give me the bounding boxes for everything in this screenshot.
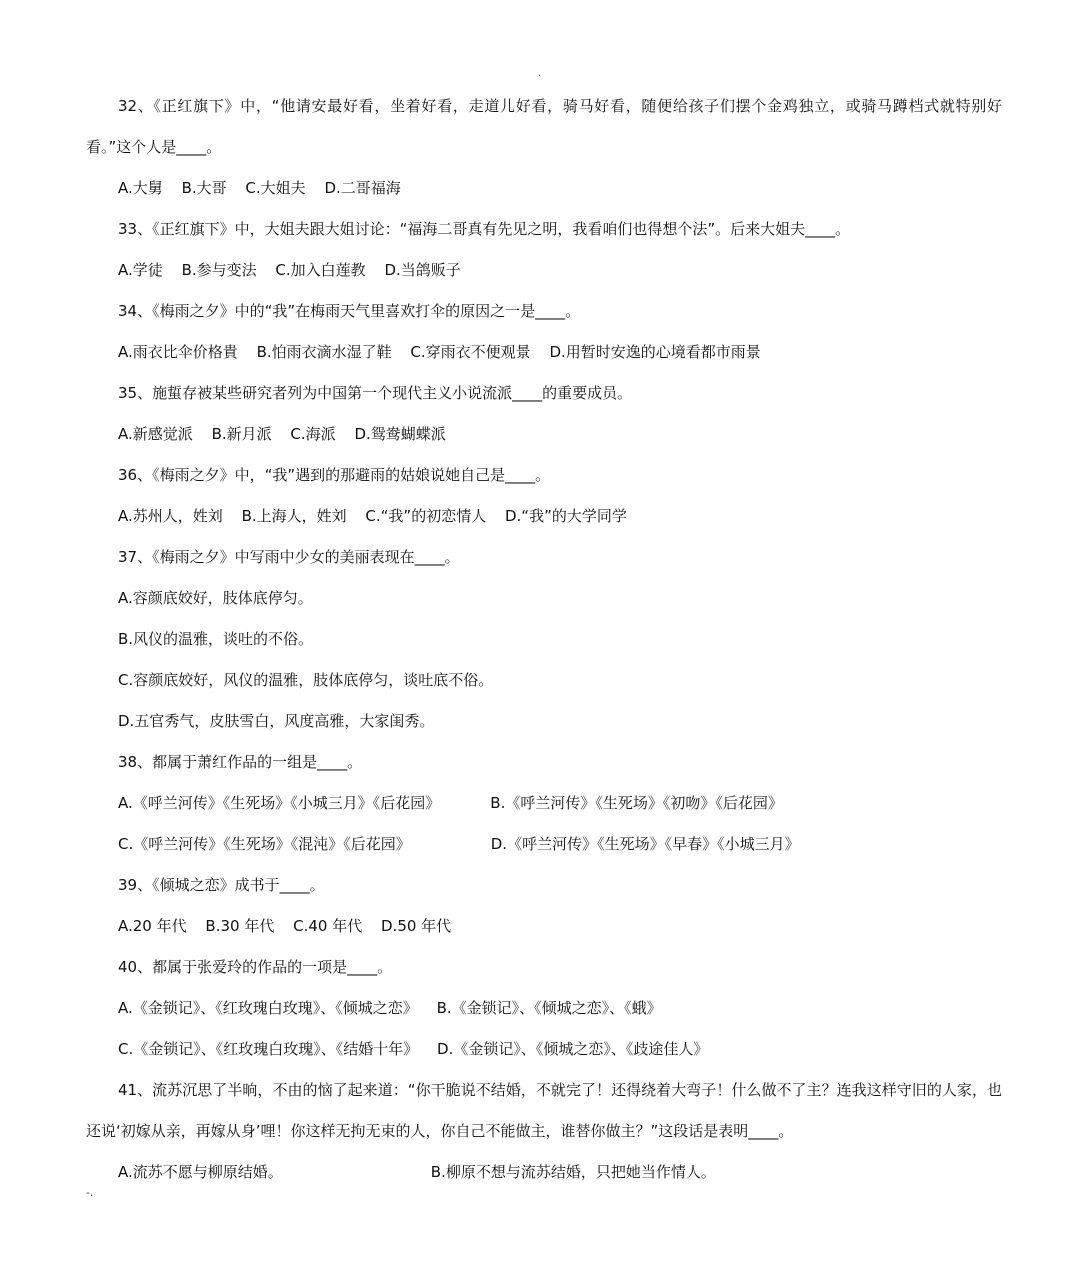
question-list [86, 86, 1002, 1193]
option-d: D.50 年代 [381, 917, 452, 935]
question-37-stem: 37、《梅雨之夕》中写雨中少女的美丽表现在____。 [118, 548, 460, 566]
question-40-options-row-2 [86, 1029, 1002, 1070]
question-38-stem: 38、都属于萧红作品的一组是____。 [118, 753, 363, 771]
option-b: B.柳原不想与流苏结婚，只把她当作情人。 [430, 1163, 716, 1181]
question-35-options [86, 414, 1002, 455]
question-32-options [86, 168, 1002, 209]
question-36-stem: 36、《梅雨之夕》中，“我”遇到的那避雨的姑娘说她自己是____。 [118, 466, 551, 484]
option-b: B.大哥 [181, 179, 227, 197]
option-d: D.当鸽贩子 [384, 261, 461, 279]
question-33-stem: 33、《正红旗下》中，大姐夫跟大姐讨论：“福海二哥真有先见之明，我看咱们也得想个法”。后来大姐夫____。 [118, 220, 851, 238]
option-c: C.大姐夫 [245, 179, 306, 197]
option-a: A.《金锁记》、《红玫瑰白玫瑰》、《倾城之恋》 [118, 999, 418, 1017]
option-a: A.苏州人，姓刘 [118, 507, 223, 525]
question-40-options-row-1 [86, 988, 1002, 1029]
question-36-options [86, 496, 1002, 537]
option-b: B.《呼兰河传》《生死场》《初吻》《后花园》 [490, 794, 783, 812]
option-a: A.大舅 [118, 179, 163, 197]
option-c: C.40 年代 [293, 917, 363, 935]
question-37-option-c: C.容颜底姣好，风仪的温雅，肢体底停匀，谈吐底不俗。 [118, 671, 494, 689]
option-b: B.30 年代 [205, 917, 275, 935]
question-32-stem: 32、《正红旗下》中，“他请安最好看，坐着好看，走道儿好看，骑马好看，随便给孩子们摆个金鸡独立，或骑马蹲档式就特别好看。”这个人是____。 [86, 97, 1002, 156]
option-a: A.《呼兰河传》《生死场》《小城三月》《后花园》 [118, 794, 441, 812]
question-40-stem: 40、都属于张爱玲的作品的一项是____。 [118, 958, 393, 976]
option-d: D.鸳鸯蝴蝶派 [354, 425, 446, 443]
option-b: B.上海人，姓刘 [241, 507, 347, 525]
question-38-options-row-1 [86, 783, 1002, 824]
option-d: D.用暂时安逸的心境看都市雨景 [549, 343, 761, 361]
question-41-options [86, 1152, 1002, 1193]
question-33-options [86, 250, 1002, 291]
option-b: B.新月派 [211, 425, 272, 443]
option-d: D.“我”的大学同学 [504, 507, 627, 525]
option-c: C.“我”的初恋情人 [365, 507, 487, 525]
option-a: A.新感觉派 [118, 425, 193, 443]
option-b: B.怕雨衣滴水湿了鞋 [256, 343, 392, 361]
question-39-options [86, 906, 1002, 947]
option-c: C.加入白莲教 [275, 261, 366, 279]
option-d: D.《呼兰河传》《生死场》《早春》《小城三月》 [490, 835, 800, 853]
option-c: C.《金锁记》、《红玫瑰白玫瑰》、《结婚十年》 [118, 1040, 419, 1058]
option-b: B.参与变法 [181, 261, 257, 279]
question-39-stem: 39、《倾城之恋》成书于____。 [118, 876, 325, 894]
option-a: A.流苏不愿与柳原结婚。 [118, 1163, 283, 1181]
option-c: C.穿雨衣不便观景 [410, 343, 531, 361]
option-c: C.《呼兰河传》《生死场》《混沌》《后花园》 [118, 835, 411, 853]
question-35-stem: 35、施蜇存被某些研究者列为中国第一个现代主义小说流派____的重要成员。 [118, 384, 633, 402]
question-37-option-b: B.风仪的温雅，谈吐的不俗。 [118, 630, 314, 648]
question-37-option-a: A.容颜底姣好，肢体底停匀。 [118, 589, 313, 607]
option-d: D.二哥福海 [324, 179, 401, 197]
question-34-stem: 34、《梅雨之夕》中的“我”在梅雨天气里喜欢打伞的原因之一是____。 [118, 302, 581, 320]
option-d: D.《金锁记》、《倾城之恋》、《歧途佳人》 [437, 1040, 709, 1058]
question-38-options-row-2 [86, 824, 1002, 865]
header-dot: . [538, 68, 542, 79]
question-34-options [86, 332, 1002, 373]
footer-mark: -. [86, 1186, 94, 1199]
option-b: B.《金锁记》、《倾城之恋》、《蛾》 [436, 999, 662, 1017]
option-a: A.雨衣比伞价格貴 [118, 343, 238, 361]
option-a: A.学徒 [118, 261, 163, 279]
question-37-option-d: D.五官秀气，皮肤雪白，风度高雅，大家闺秀。 [118, 712, 435, 730]
question-41-stem: 41、流苏沉思了半晌，不由的恼了起来道：“你干脆说不结婚，不就完了！还得绕着大弯子！什么做不了主？连我这样守旧的人家，也还说‘初嫁从亲，再嫁从身’哩！你这样无拘无束的人，你自己不能做主，谁替你做主？”这段话是表明____。 [86, 1081, 1002, 1140]
option-c: C.海派 [290, 425, 336, 443]
option-a: A.20 年代 [118, 917, 187, 935]
